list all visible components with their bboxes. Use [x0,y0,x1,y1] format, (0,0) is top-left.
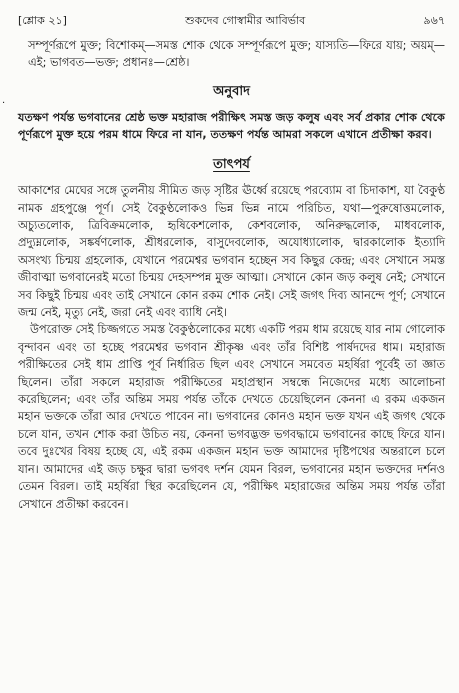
chapter-title: শুকদেব গোস্বামীর আবির্ভাব [185,14,306,27]
word-meanings: সম্পূর্ণরূপে মুক্ত; বিশোকম্—সমস্ত শোক থেকে সম্পূর্ণরূপে মুক্ত; যাস্যতি—ফিরে যায়; অয়ম্—এই; ভাগবত—ভক্ত; প্রধানঃ—শ্রেষ্ঠ। [28,38,445,69]
purport-paragraph: উপরোক্ত সেই চিজ্জগতে সমস্ত বৈকুণ্ঠলোকের মধ্যে একটি পরম ধাম রয়েছে যার নাম গোলোক বৃন্দাবন এবং তা হচ্ছে পরমেশ্বর ভগবান শ্রীকৃষ্ণ এবং তাঁর বিশিষ্ট পার্ষদদের ধাম। মহারাজ পরীক্ষিতের সেই ধাম প্রাপ্তি পূর্ব নির্ধারিত ছিল এবং সেখানে সমবেত মহর্ষিরা পূর্বেই তা জ্ঞাত ছিলেন। তাঁরা সকলে মহারাজ পরীক্ষিতের মহাপ্রস্থান সম্বন্ধে নিজেদের মধ্যে আলোচনা করেছিলেন; এবং তাঁর অন্তিম সময় পর্যন্ত তাঁকে দেখতে চেয়েছিলেন কেননা এ রকম একজন মহান ভক্তকে তাঁরা আর দেখতে পাবেন না। ভগবানের কোনও মহান ভক্ত যখন এই জগৎ থেকে চলে যান, তখন শোক করা উচিত নয়, কেননা ভগবদ্ভক্ত ভগবদ্ধামে ভগবানের কাছে ফিরে যান। তবে দুঃখের বিষয় হচ্ছে যে, এই রকম একজন মহান ভক্ত আমাদের দৃষ্টিপথের অন্তরালে চলে যান। আমাদের এই জড় চক্ষুর দ্বারা ভগবৎ দর্শন যেমন বিরল, ভগবানের মহান ভক্তদের দর্শনও তেমন বিরল। তাই মহর্ষিরা স্থির করেছিলেন যে, পরীক্ষিৎ মহারাজের অন্তিম সময় পর্যন্ত তাঁরা সেখানে প্রতীক্ষা করবেন। [18,322,445,511]
translation-text: যতক্ষণ পর্যন্ত ভগবানের শ্রেষ্ঠ ভক্ত মহারাজ পরীক্ষিৎ সমস্ত জড় কলুষ এবং সর্ব প্রকার শোক থেকে পূর্ণরূপে মুক্ত হয়ে পরম ধামে ফিরে না যান, ততক্ষণ পর্যন্ত আমরা সকলে এখানে প্রতীক্ষা করব। [18,111,445,142]
margin-dot: · [2,98,6,109]
translation-heading: অনুবাদ [213,84,250,100]
page-number: ৯৬৭ [423,14,445,27]
verse-reference: [শ্লোক ২১] [18,14,67,27]
purport-heading: তাৎপর্য [213,157,250,173]
purport-paragraph: আকাশের মেঘের সঙ্গে তুলনীয় সীমিত জড় সৃষ্টির ঊর্ধ্বে রয়েছে পরব্যোম বা চিদাকাশ, যা বৈকুণ্ঠ নামক গ্রহপুঞ্জে পূর্ণ। সেই বৈকুণ্ঠলোকও ভিন্ন ভিন্ন নামে পরিচিত, যথা—পুরুষোত্তমলোক, অচ্যুতলোক, ত্রিবিক্রমলোক, হৃষিকেশলোক, কেশবলোক, অনিরুদ্ধলোক, মাধবলোক, প্রদ্যুম্নলোক, সঙ্কর্ষণলোক, শ্রীধরলোক, বাসুদেবলোক, অযোধ্যালোক, দ্বারকালোক ইত্যাদি অসংখ্য চিন্ময় গ্রহলোক, যেখানে পরমেশ্বর ভগবান হচ্ছেন সব কিছুর কেন্দ্র; এবং সেখানে সমস্ত জীবাত্মা ভগবানেরই মতো চিন্ময় দেহসম্পন্ন মুক্ত আত্মা। সেখানে কোন জড় কলুষ নেই; সেখানে সব কিছুই চিন্ময় এবং তাই সেখানে কোন রকম শোক নেই। সেই জগৎ দিব্য আনন্দে পূর্ণ; সেখানে জন্ম নেই, মৃত্যু নেই, জরা নেই এবং ব্যাধি নেই। [18,183,445,320]
running-head [18,0,445,31]
